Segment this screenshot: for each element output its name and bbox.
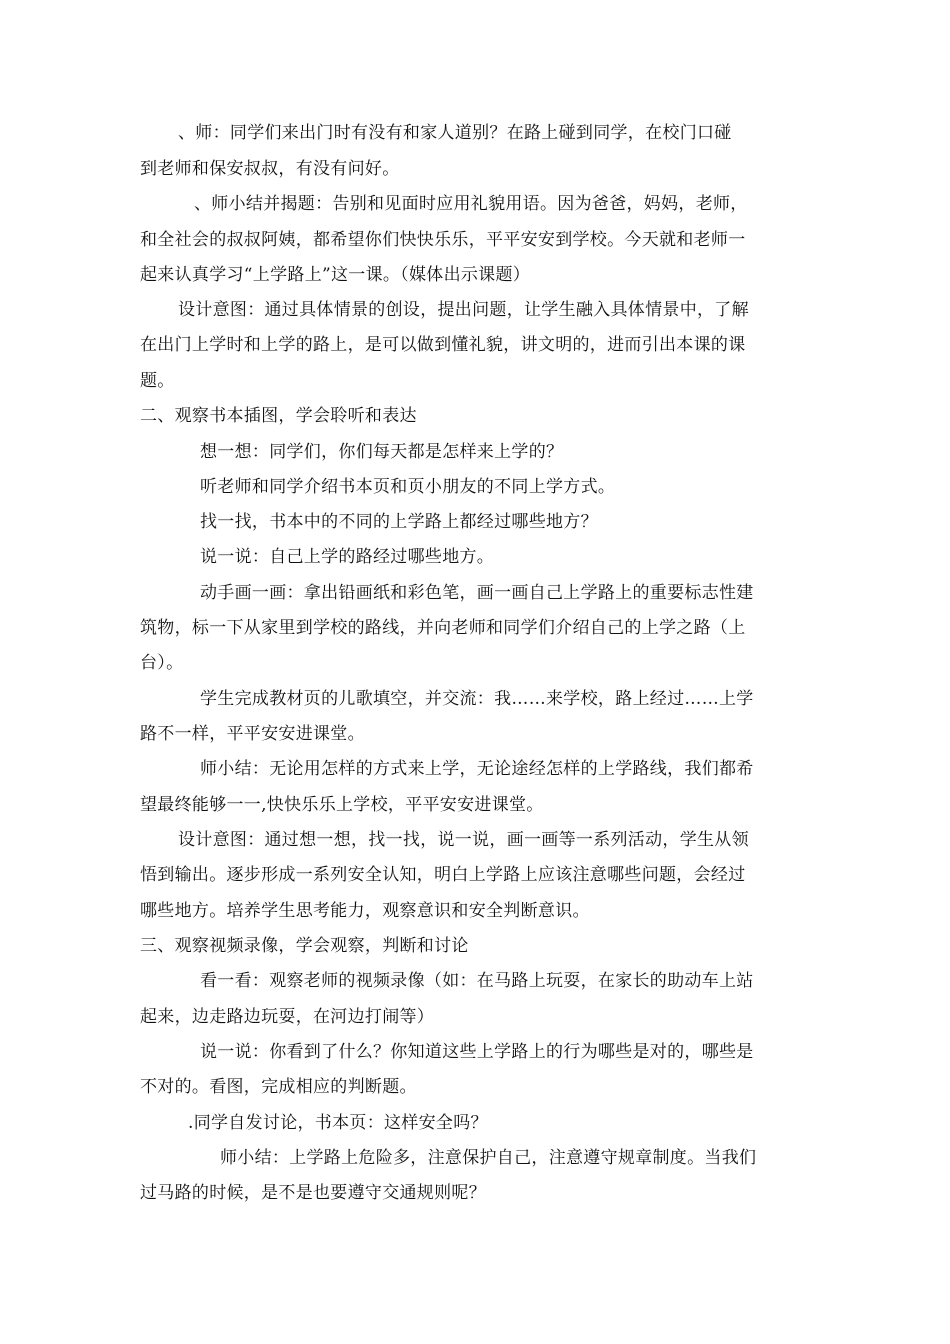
text-line: 动手画一画：拿出铅画纸和彩色笔，画一画自己上学路上的重要标志性建 [200, 583, 754, 603]
text-line: 和全社会的叔叔阿姨，都希望你们快快乐乐，平平安安到学校。今天就和老师一 [140, 230, 746, 250]
section-title: 二、观察书本插图，学会聆听和表达 [140, 406, 417, 426]
text-line: 设计意图：通过想一想，找一找，说一说，画一画等一系列活动，学生从领 [178, 830, 749, 850]
text-line: 筑物，标一下从家里到学校的路线，并向老师和同学们介绍自己的上学之路（上 [140, 618, 746, 638]
text-line: 想一想：同学们，你们每天都是怎样来上学的？ [200, 442, 564, 462]
text-line: 台）。 [140, 653, 184, 673]
text-line: 看一看：观察老师的视频录像（如：在马路上玩耍，在家长的助动车上站 [200, 971, 754, 991]
text-line: 说一说：自己上学的路经过哪些地方。 [200, 547, 495, 567]
text-line: .同学自发讨论，书本页：这样安全吗？ [188, 1113, 488, 1133]
text-line: 师小结：上学路上危险多，注意保护自己，注意遵守规章制度。当我们 [220, 1148, 757, 1168]
text-line: 题。 [140, 371, 175, 391]
text-line: 听老师和同学介绍书本页和页小朋友的不同上学方式。 [200, 477, 616, 497]
text-line: 、师：同学们来出门时有没有和家人道别？在路上碰到同学，在校门口碰 [178, 123, 732, 143]
text-line: 哪些地方。培养学生思考能力，观察意识和安全判断意识。 [140, 901, 590, 921]
text-line: 路不一样，平平安安进课堂。 [140, 724, 365, 744]
text-line: 学生完成教材页的儿歌填空，并交流：我……来学校，路上经过……上学 [200, 689, 754, 709]
text-line: 不对的。看图，完成相应的判断题。 [140, 1077, 417, 1097]
text-line: 、师小结并揭题：告别和见面时应用礼貌用语。因为爸爸，妈妈，老师， [194, 194, 748, 214]
text-line: 过马路的时候，是不是也要遵守交通规则呢？ [140, 1183, 486, 1203]
text-line: 望最终能够一一,快快乐乐上学校，平平安安进课堂。 [140, 795, 544, 815]
section-title: 三、观察视频录像，学会观察，判断和讨论 [140, 936, 469, 956]
text-line: 师小结：无论用怎样的方式来上学，无论途经怎样的上学路线，我们都希 [200, 759, 754, 779]
text-line: 起来，边走路边玩耍，在河边打闹等） [140, 1007, 435, 1027]
text-line: 找一找，书本中的不同的上学路上都经过哪些地方？ [200, 512, 598, 532]
text-line: 在出门上学时和上学的路上，是可以做到懂礼貌，讲文明的，进而引出本课的课 [140, 335, 746, 355]
text-line: 说一说：你看到了什么？你知道这些上学路上的行为哪些是对的，哪些是 [200, 1042, 754, 1062]
text-line: 起来认真学习“上学路上”这一课。（媒体出示课题） [140, 265, 531, 285]
text-line: 设计意图：通过具体情景的创设，提出问题，让学生融入具体情景中，了解 [178, 300, 749, 320]
text-line: 到老师和保安叔叔，有没有问好。 [140, 159, 400, 179]
text-line: 悟到输出。逐步形成一系列安全认知，明白上学路上应该注意哪些问题，会经过 [140, 865, 746, 885]
